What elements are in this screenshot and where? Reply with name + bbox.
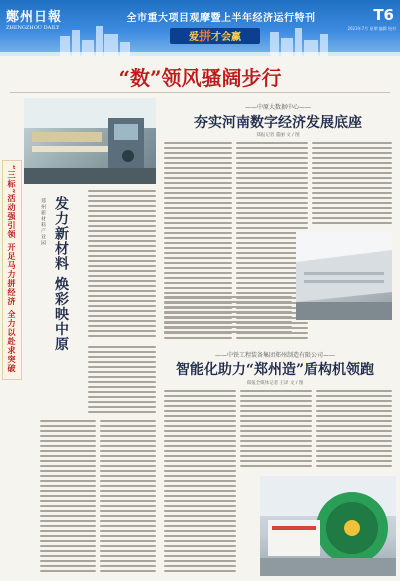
page-meta: 2023年7月 星期 编辑 校对 [347, 26, 396, 31]
slogan-badge [170, 28, 260, 44]
left-article-body-upper [88, 346, 156, 416]
factory-photo [24, 98, 156, 184]
data-center-photo-graphic [296, 232, 392, 320]
main-title: “数”领风骚阔步行 [118, 66, 282, 90]
masthead-logo [6, 6, 63, 31]
title-divider [10, 92, 390, 93]
slogan-suffix: 才会赢 [211, 32, 241, 43]
shield-machine-photo [260, 476, 396, 576]
left-article-body-col1 [40, 420, 96, 575]
right-top-kicker: ——中原大数据中心—— [244, 104, 311, 111]
masthead-subtext: ZHENGZHOU DAILY [6, 25, 60, 31]
left-article-headline: 发力新材料 焕彩映中原 [53, 196, 69, 352]
slogan-emphasis: 拼 [198, 29, 211, 43]
page-number: T6 [373, 6, 394, 24]
right-bottom-kicker: ——中铁工程装备集团郑州制造有限公司—— [214, 352, 335, 359]
right-top-body-col3 [312, 142, 392, 228]
right-top-body-lower [164, 296, 292, 340]
right-bottom-body-col1 [164, 390, 236, 576]
vertical-slogan-banner [2, 160, 22, 380]
masthead-text: 鄭州日報 [6, 10, 63, 25]
vertical-slogan-text: “三标”活动强引领 开足马力拼经济 全力以赴求突破 [7, 165, 17, 373]
left-article-headline-group [38, 196, 82, 360]
right-bottom-headline: 智能化助力“郑州造”盾构机领跑 [175, 362, 375, 378]
slogan-prefix: 爱 [188, 32, 199, 43]
special-issue-title: 全市重大项目观摩暨上半年经济运行特刊 [126, 13, 316, 24]
left-article-kicker: 郑州新材料产业园 [40, 198, 46, 246]
right-top-headline: 夯实河南数字经济发展底座 [194, 115, 362, 131]
page-header [0, 0, 400, 56]
left-article-body-col2 [100, 420, 156, 575]
right-top-byline: 郑报记者 董丽 文 / 图 [256, 133, 300, 138]
right-bottom-body-col2 [240, 390, 312, 472]
left-article-intro-text [88, 190, 156, 340]
factory-photo-graphic [24, 98, 156, 184]
right-bottom-byline: 郑报全媒体记者 王译 文 / 图 [246, 381, 304, 386]
right-bottom-body-col3 [316, 390, 392, 472]
shield-machine-photo-graphic [260, 476, 396, 576]
data-center-photo [296, 232, 392, 320]
